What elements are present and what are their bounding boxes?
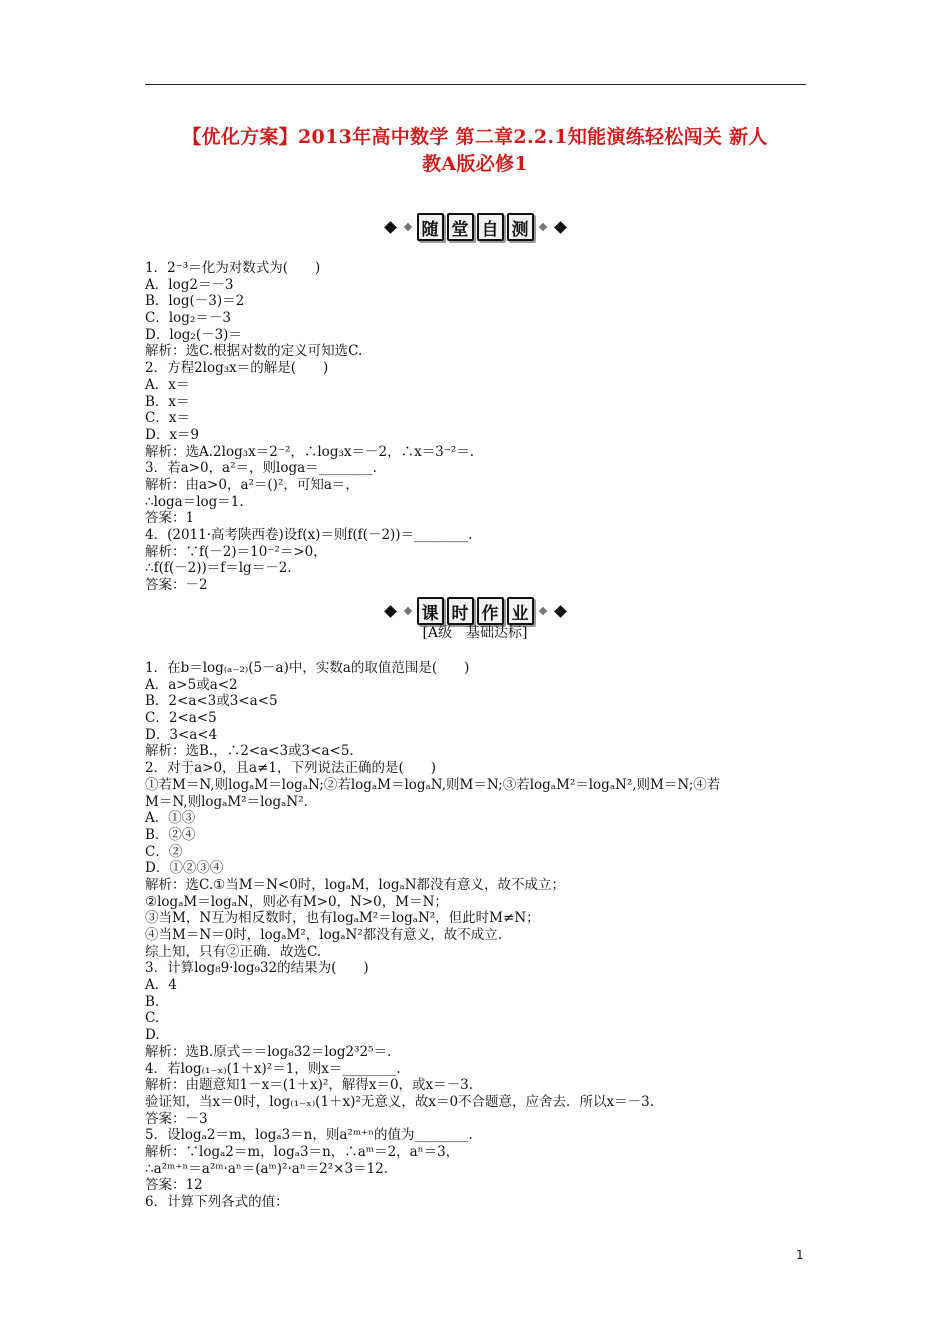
diamond-icon	[538, 607, 546, 615]
text-line: 答案：－3	[145, 1110, 208, 1127]
text-line: 解析：由a>0，a²＝()²，可知a＝，	[145, 476, 359, 493]
title-line-1: 【优化方案】2013年高中数学 第二章2.2.1知能演练轻松闯关 新人	[182, 126, 768, 148]
text-line: ③当M，N互为相反数时，也有logₐM²＝logₐN²，但此时M≠N；	[145, 910, 540, 927]
banner-char: 业	[507, 597, 534, 625]
text-line: 1．在b＝log₍ₐ₋₂₎(5－a)中，实数a的取值范围是( )	[145, 660, 470, 676]
diamond-icon	[384, 221, 397, 234]
banner-char: 时	[447, 597, 474, 625]
text-line: ∴a²ᵐ⁺ⁿ＝a²ᵐ·aⁿ＝(aᵐ)²·aⁿ＝2²×3＝12.	[145, 1160, 389, 1177]
text-line: 3．计算log₈9·log₉32的结果为( )	[145, 960, 369, 977]
text-line: B．log(－3)＝2	[145, 293, 245, 310]
diamond-icon	[384, 605, 397, 618]
text-line: D.	[145, 1027, 160, 1044]
text-line: 1．2⁻³＝化为对数式为( )	[145, 260, 321, 276]
section-banner-1	[0, 213, 950, 241]
text-line: 解析：选A.2log₃x＝2⁻²，∴log₃x＝－2，∴x＝3⁻²＝.	[145, 443, 475, 460]
text-line: 6．计算下列各式的值：	[145, 1194, 289, 1210]
text-line: ①若M＝N,则logₐM＝logₐN;②若logₐM＝logₐN,则M＝N;③若logₐM²＝logₐN²,则M＝N;④若	[145, 776, 721, 793]
text-line: ∴f(f(－2))＝f＝lg＝－2.	[145, 560, 292, 577]
title-line-2: 教A版必修1	[422, 153, 528, 175]
text-line: 解析：∵logₐ2＝m，logₐ3＝n，∴aᵐ＝2，aⁿ＝3，	[145, 1143, 460, 1160]
section-banner-2	[0, 597, 950, 625]
banner-char: 课	[417, 597, 444, 625]
text-line: A．4	[145, 977, 177, 994]
header-rule	[145, 84, 806, 85]
text-line: B.	[145, 993, 160, 1010]
diamond-icon	[554, 221, 567, 234]
banner-char: 堂	[447, 213, 474, 241]
section-2-content	[145, 660, 815, 1211]
text-line: C．②	[145, 843, 183, 860]
text-line: C．2<a<5	[145, 710, 217, 727]
text-line: B．②④	[145, 826, 196, 843]
text-line: 解析：选C.①当M＝N<0时，logₐM，logₐN都没有意义，故不成立；	[145, 876, 566, 893]
text-line: 综上知，只有②正确．故选C.	[145, 943, 322, 960]
text-line: 4．若log₍₁₋ₓ₎(1＋x)²＝1，则x＝________.	[145, 1060, 401, 1077]
text-line: A．x＝	[145, 376, 190, 393]
banner-char: 随	[417, 213, 444, 241]
text-line: B．x＝	[145, 393, 190, 410]
text-line: D．3<a<4	[145, 726, 218, 743]
banner-char: 自	[477, 213, 504, 241]
section-subtitle: [A级 基础达标]	[422, 625, 528, 641]
text-line: M＝N,则logₐM²＝logₐN².	[145, 793, 308, 810]
diamond-icon	[554, 605, 567, 618]
text-line: A．log2＝－3	[145, 276, 234, 293]
text-line: C．log₂＝－3	[145, 310, 231, 327]
text-line: 解析：选B.，∴2<a<3或3<a<5.	[145, 743, 354, 760]
text-line: 验证知，当x＝0时，log₍₁₋ₓ₎(1＋x)²无意义，故x＝0不合题意，应舍去．所以x＝－3.	[145, 1093, 655, 1110]
text-line: 4．(2011·高考陕西卷)设f(x)＝则f(f(－2))＝________.	[145, 527, 473, 543]
text-line: B．2<a<3或3<a<5	[145, 693, 278, 710]
text-line: A．①③	[145, 810, 196, 827]
section-1-content	[145, 260, 815, 594]
text-line: ④当M＝N＝0时，logₐM²，logₐN²都没有意义，故不成立.	[145, 927, 503, 943]
text-line: 解析：选B.原式＝＝log₈32＝log2³2⁵＝.	[145, 1043, 392, 1060]
text-line: 3．若a>0，a²＝，则loga＝________.	[145, 460, 377, 477]
text-line: 答案：－2	[145, 577, 208, 594]
text-line: 2．对于a>0，且a≠1，下列说法正确的是( )	[145, 760, 437, 777]
text-line: 2．方程2log₃x＝的解是( )	[145, 360, 329, 377]
text-line: C．x＝	[145, 410, 190, 427]
text-line: A．a>5或a<2	[145, 676, 238, 693]
text-line: D．log₂(－3)＝	[145, 326, 242, 343]
text-line: 答案：1	[145, 510, 195, 527]
banner-char: 作	[477, 597, 504, 625]
text-line: C.	[145, 1010, 160, 1027]
text-line: D．①②③④	[145, 860, 224, 877]
text-line: ∴loga＝log＝1.	[145, 493, 244, 510]
text-line: D．x＝9	[145, 426, 200, 443]
text-line: 5．设logₐ2＝m，logₐ3＝n，则a²ᵐ⁺ⁿ的值为________.	[145, 1127, 473, 1144]
banner-char: 测	[507, 213, 534, 241]
text-line: 解析：∵f(－2)＝10⁻²＝>0，	[145, 543, 327, 560]
text-line: ②logₐM＝logₐN，则必有M>0，N>0，M＝N；	[145, 893, 448, 910]
diamond-icon	[403, 607, 411, 615]
diamond-icon	[403, 223, 411, 231]
text-line: 答案：12	[145, 1177, 203, 1194]
diamond-icon	[538, 223, 546, 231]
text-line: 解析：选C.根据对数的定义可知选C.	[145, 343, 363, 360]
page-title	[120, 124, 830, 178]
page-number: 1	[796, 1248, 804, 1262]
text-line: 解析：由题意知1－x＝(1＋x)²，解得x＝0，或x＝－3.	[145, 1077, 474, 1094]
